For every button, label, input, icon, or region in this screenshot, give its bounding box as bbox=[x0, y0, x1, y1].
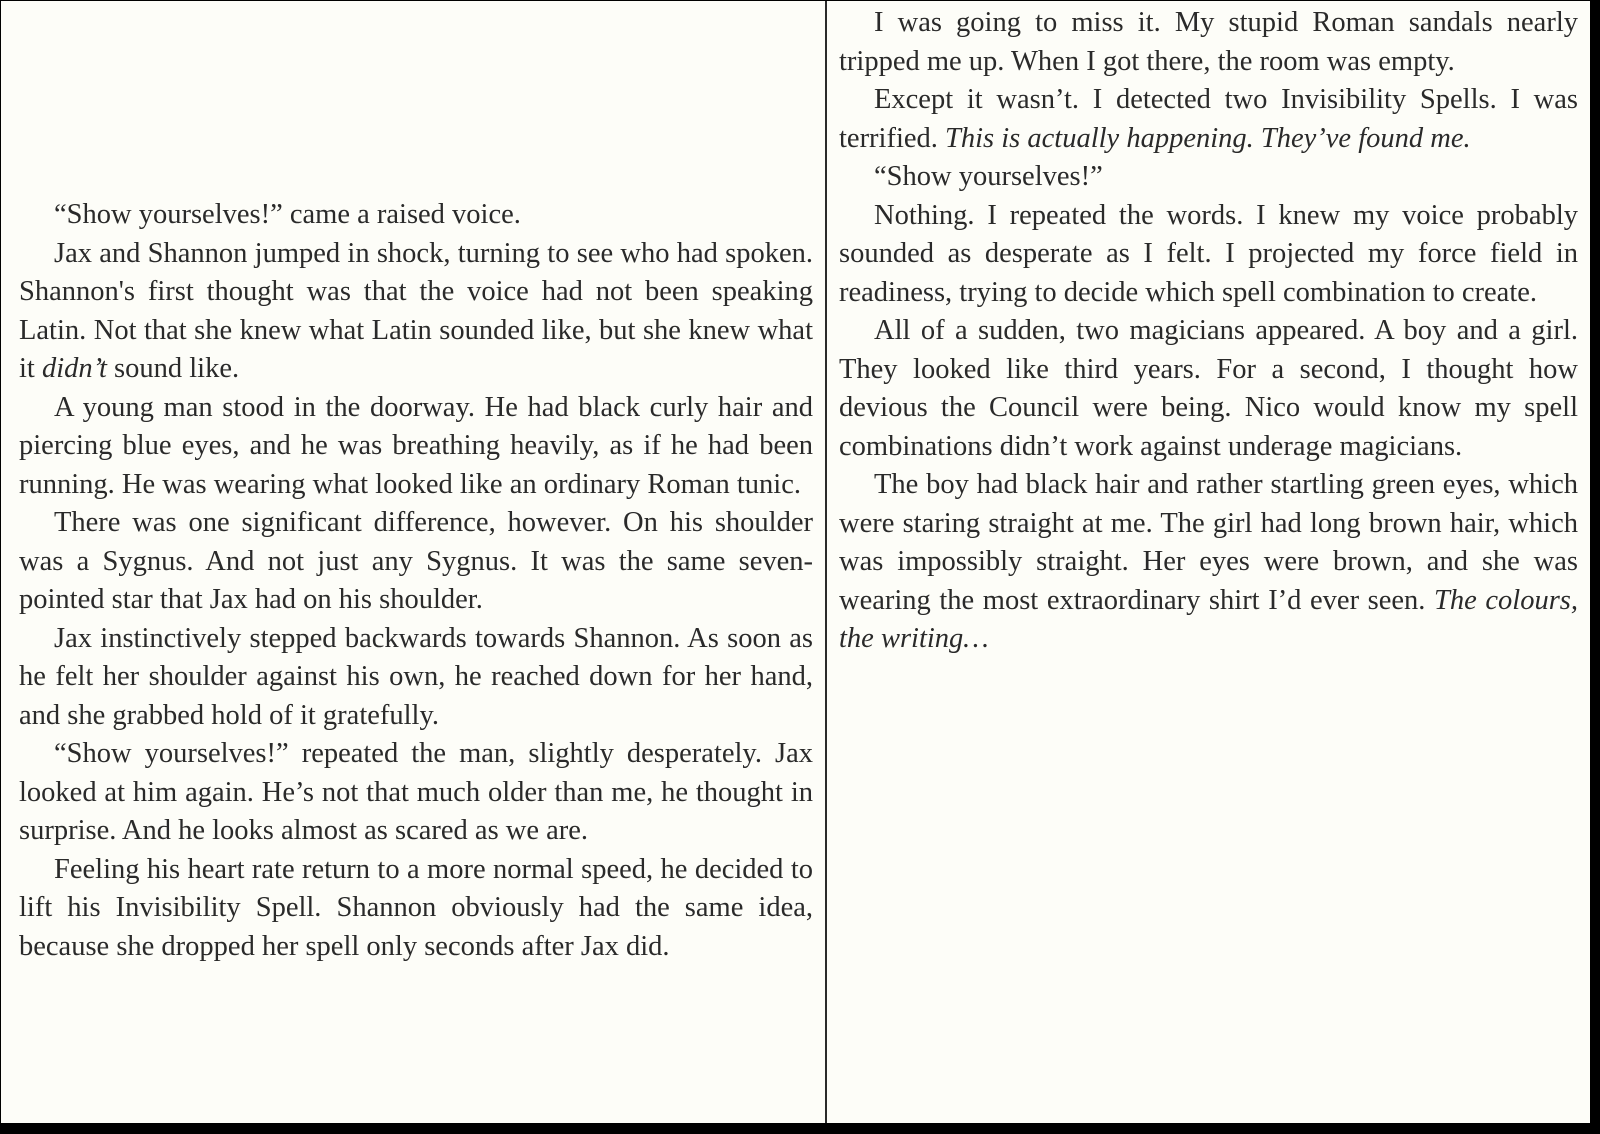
italic-text: The colours, the writing… bbox=[839, 584, 1579, 654]
italic-text: didn’t bbox=[41, 353, 107, 384]
text-run: Jax and Shannon jumped in shock, turning to see who had spoken. Shannon's first thought was that the voice had not been speaking Latin. Not that she knew what Latin sounded like, but she knew what it bbox=[19, 237, 813, 384]
text-run: Jax instinctively stepped backwards towards Shannon. As soon as he felt her shoulder against his own, he reached down for her hand, and she grabbed hold of it gratefully. bbox=[19, 622, 813, 731]
paragraph bbox=[839, 197, 1578, 313]
text-run: I was going to miss it. My stupid Roman sandals nearly tripped me up. When I got there, the room was empty. bbox=[839, 7, 1578, 77]
right-page bbox=[827, 1, 1590, 1123]
paragraph bbox=[839, 81, 1578, 158]
right-page-text bbox=[839, 4, 1578, 659]
paragraph bbox=[19, 735, 813, 851]
paragraph bbox=[19, 196, 813, 235]
paragraph bbox=[839, 158, 1578, 197]
paragraph bbox=[839, 312, 1578, 466]
book-spread bbox=[1, 1, 1590, 1123]
text-run: sound like. bbox=[106, 353, 240, 384]
text-run: Nothing. I repeated the words. I knew my voice probably sounded as desperate as I felt. I projected my force field in readiness, trying to decide which spell combination to create. bbox=[839, 199, 1578, 308]
text-run: A young man stood in the doorway. He had black curly hair and piercing blue eyes, and he was breathing heavily, as if he had been running. He was wearing what looked like an ordinary Roman tunic. bbox=[19, 391, 813, 500]
paragraph bbox=[19, 851, 813, 967]
text-run: “Show yourselves!” came a raised voice. bbox=[54, 199, 521, 230]
paragraph bbox=[19, 620, 813, 736]
text-run: Feeling his heart rate return to a more normal speed, he decided to lift his Invisibility Spell. Shannon obviously had the same idea, because she dropped her spell only seconds after Jax did. bbox=[19, 853, 813, 962]
text-run: “Show yourselves!” bbox=[874, 161, 1103, 192]
text-run: Except it wasn’t. I detected two Invisibility Spells. I was terrified. bbox=[839, 84, 1578, 154]
text-run: All of a sudden, two magicians appeared. A boy and a girl. They looked like third years. For a second, I thought how devious the Council were being. Nico would know my spell combinations didn’t work against underage magicians. bbox=[839, 315, 1578, 462]
text-run: “Show yourselves!” repeated the man, slightly desperately. Jax looked at him again. He’s not that much older than me, he thought in surprise. And he looks almost as scared as we are. bbox=[19, 738, 813, 846]
text-run: There was one significant difference, however. On his shoulder was a Sygnus. And not just any Sygnus. It was the same seven-pointed star that Jax had on his shoulder. bbox=[19, 507, 813, 615]
paragraph bbox=[19, 504, 813, 620]
text-run: The boy had black hair and rather startling green eyes, which were staring straight at me. The girl had long brown hair, which was impossibly straight. Her eyes were brown, and she was wearing the most extraordinary shirt I’d ever seen. bbox=[839, 469, 1578, 616]
paragraph bbox=[839, 4, 1578, 81]
paragraph bbox=[839, 466, 1578, 659]
left-page bbox=[1, 1, 825, 1123]
paragraph bbox=[19, 389, 813, 505]
italic-text: This is actually happening. They’ve found me. bbox=[945, 122, 1471, 154]
paragraph bbox=[19, 235, 813, 389]
left-page-text bbox=[19, 196, 813, 966]
